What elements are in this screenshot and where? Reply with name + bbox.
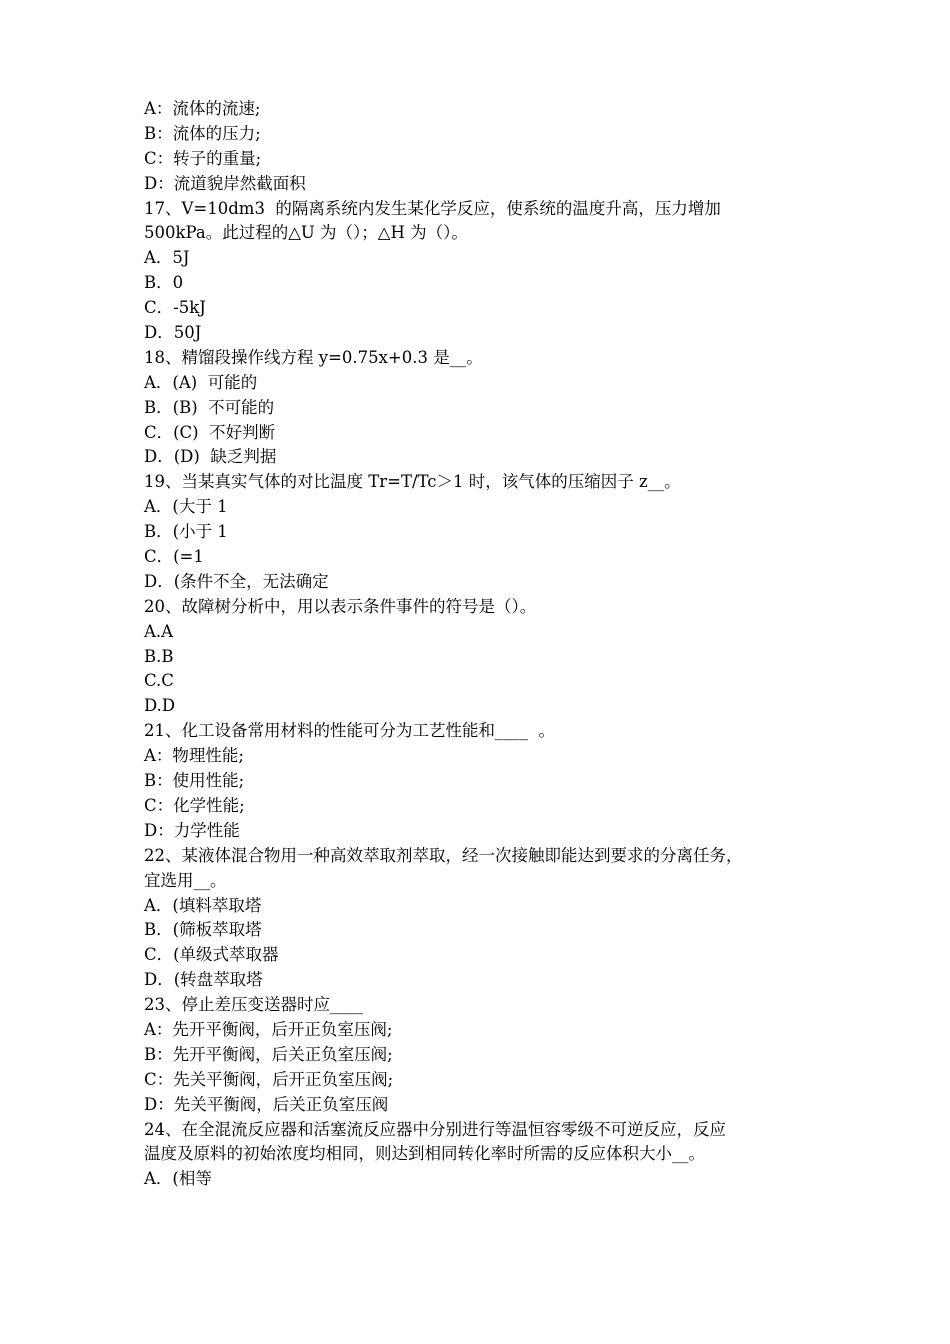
text-line: 21、化工设备常用材料的性能可分为工艺性能和____ 。 — [144, 721, 555, 741]
text-line: A．5J — [144, 248, 190, 268]
text-line: B．(筛板萃取塔 — [144, 920, 262, 940]
text-line: 23、停止差压变送器时应____ — [144, 995, 363, 1015]
text-line: 20、故障树分析中，用以表示条件事件的符号是（）。 — [144, 596, 537, 616]
text-line: B．(小于 1 — [144, 522, 228, 542]
text-line: C.C — [144, 671, 174, 691]
text-line: C：转子的重量; — [144, 148, 262, 168]
text-line: D.D — [144, 696, 176, 716]
text-line: A．(A) 可能的 — [144, 372, 258, 392]
text-line: D．(转盘萃取塔 — [144, 970, 263, 990]
text-line: C．(单级式萃取器 — [144, 945, 279, 965]
text-line: D．(D) 缺乏判据 — [144, 447, 277, 467]
text-line: B：使用性能; — [144, 771, 245, 791]
text-line: A：流体的流速; — [144, 99, 261, 118]
text-line: A：先开平衡阀，后开正负室压阀; — [144, 1019, 393, 1039]
text-line: 500kPa。此过程的△U 为（）；△H 为（）。 — [144, 223, 468, 243]
text-line: C．(C) 不好判断 — [144, 422, 276, 442]
text-line: B：先开平衡阀，后关正负室压阀; — [144, 1044, 393, 1064]
text-line: D：先关平衡阀，后关正负室压阀 — [144, 1094, 389, 1114]
text-line: A．(大于 1 — [144, 497, 228, 517]
text-line: C．-5kJ — [144, 298, 206, 318]
text-line: A．(填料萃取塔 — [144, 895, 262, 915]
text-line: A：物理性能; — [144, 746, 244, 766]
text-line: B．0 — [144, 273, 184, 293]
text-line: B．(B) 不可能的 — [144, 397, 275, 417]
text-line: A.A — [144, 621, 174, 641]
text-line: 22、某液体混合物用一种高效萃取剂萃取，经一次接触即能达到要求的分离任务， — [144, 845, 743, 865]
text-line: 17、V=10dm3 的隔离系统内发生某化学反应，使系统的温度升高，压力增加 — [144, 198, 721, 218]
text-line: 18、精馏段操作线方程 y=0.75x+0.3 是__。 — [144, 347, 483, 367]
text-line: 温度及原料的初始浓度均相同，则达到相同转化率时所需的反应体积大小__。 — [144, 1144, 705, 1164]
text-line: D．(条件不全，无法确定 — [144, 571, 329, 591]
text-line: C．(=1 — [144, 547, 204, 567]
text-line: C：先关平衡阀，后开正负室压阀; — [144, 1069, 394, 1089]
text-line: 19、当某真实气体的对比温度 Tr=T/Tc＞1 时，该气体的压缩因子 z__。 — [144, 472, 681, 492]
text-line: C：化学性能; — [144, 795, 245, 815]
text-line: D．50J — [144, 323, 202, 343]
text-line: 24、在全混流反应器和活塞流反应器中分别进行等温恒容零级不可逆反应，反应 — [144, 1119, 726, 1139]
text-line: B.B — [144, 646, 174, 666]
text-line: B：流体的压力; — [144, 123, 261, 143]
text-line: D：流道貌岸然截面积 — [144, 173, 306, 193]
document-page — [144, 97, 824, 1192]
text-line: A．(相等 — [144, 1169, 212, 1189]
text-line: D：力学性能 — [144, 820, 240, 840]
text-line: 宜选用__。 — [144, 870, 227, 890]
